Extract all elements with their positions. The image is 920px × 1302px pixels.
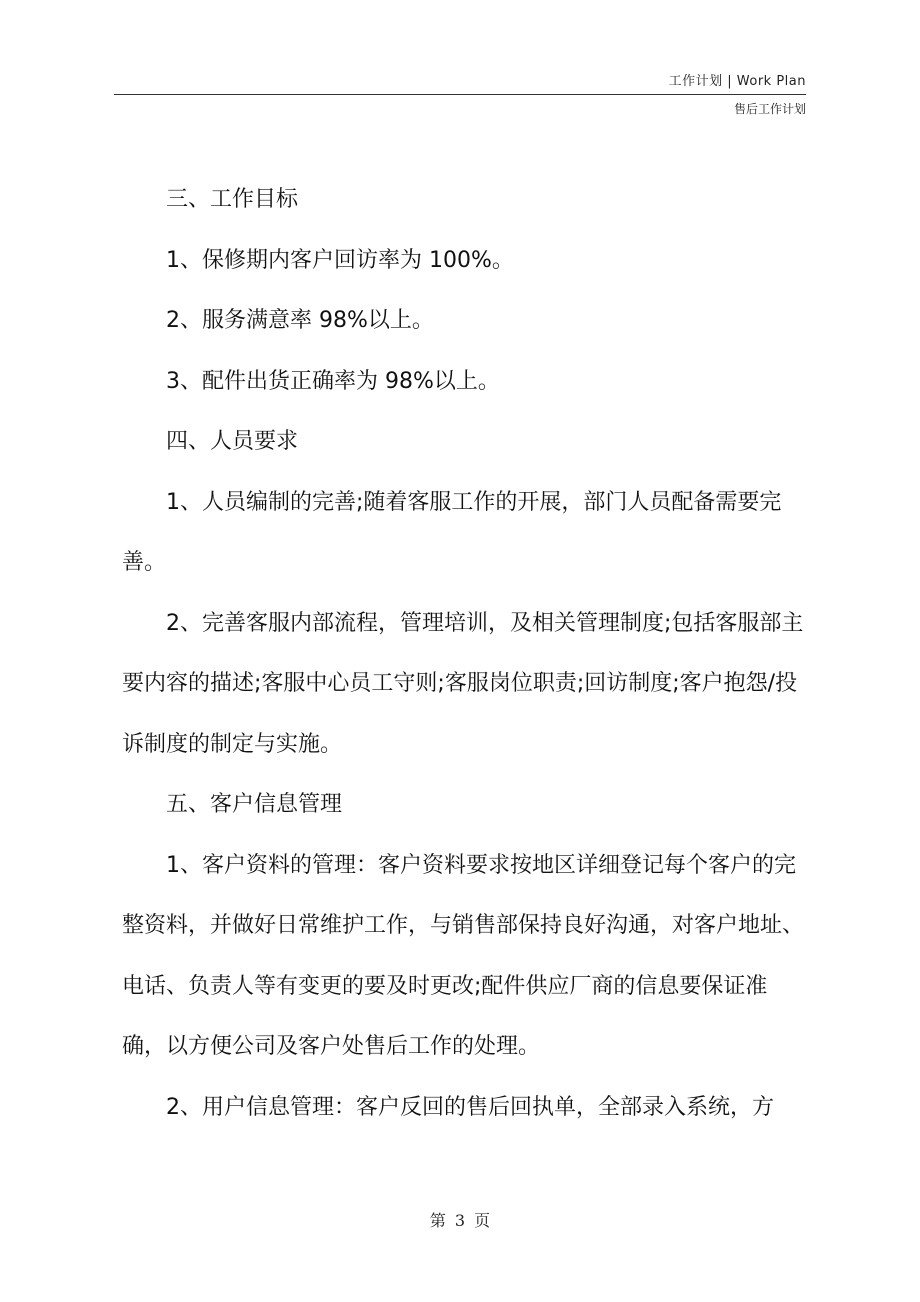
section-heading-staff: 四、人员要求 [166,429,299,454]
paragraph: 3、配件出货正确率为 98%以上。 [166,368,500,394]
document-body [122,170,808,1138]
paragraph: 1、人员编制的完善;随着客服工作的开展，部门人员配备需要完善。 [122,489,782,575]
paragraph: 2、用户信息管理：客户反回的售后回执单，全部录入系统，方 [166,1094,774,1120]
page-number: 第 3 页 [429,1211,491,1230]
header-divider [114,94,806,95]
paragraph: 2、服务满意率 98%以上。 [166,308,434,333]
header-subtitle: 售后工作计划 [733,102,806,116]
paragraph: 1、客户资料的管理：客户资料要求按地区详细登记每个客户的完整资料，并做好日常维护工作，与销售部保持良好沟通，对客户地址、电话、负责人等有变更的要及时更改;配件供应厂商的信息要保证准确，以方便公司及客户处售后工作的处理。 [122,852,805,1059]
section-heading-customer-info: 五、客户信息管理 [166,792,343,817]
paragraph: 2、完善客服内部流程，管理培训，及相关管理制度;包括客服部主要内容的描述;客服中心员工守则;客服岗位职责;回访制度;客户抱怨/投诉制度的制定与实施。 [122,610,804,757]
section-heading-goals: 三、工作目标 [166,187,299,212]
header-title: 工作计划 | Work Plan [668,74,806,89]
paragraph: 1、保修期内客户回访率为 100%。 [166,247,514,273]
